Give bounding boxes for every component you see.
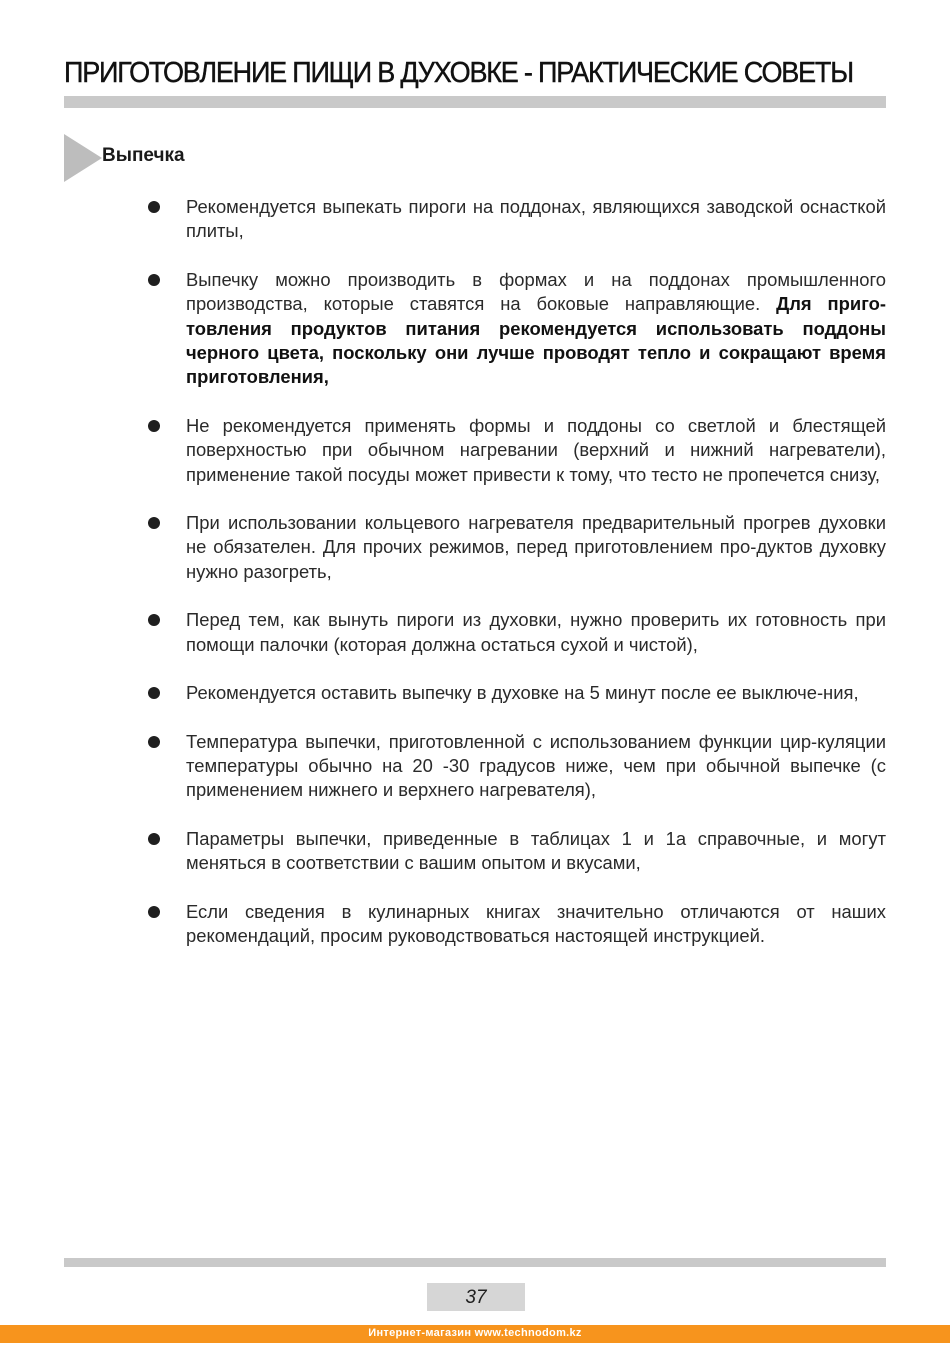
bullet-icon: [148, 833, 160, 845]
list-item-bold-text: Для приго-товления продуктов питания рекомендуется использовать поддоны черного цвета, поскольку они лучше проводят тепло и сокращают время приготовления,: [186, 293, 886, 388]
title-divider: [64, 96, 886, 108]
list-item: [148, 511, 886, 584]
list-item: [148, 195, 886, 244]
bullet-icon: [148, 420, 160, 432]
tips-list: [148, 195, 886, 948]
list-item-text: При использовании кольцевого нагревателя предварительный прогрев духовки не обязателен. Для прочих режимов, перед приготовлением про-дуктов духовку нужно разогреть,: [186, 512, 886, 582]
bullet-icon: [148, 274, 160, 286]
list-item-text: Если сведения в кулинарных книгах значительно отличаются от наших рекомендаций, просим руководствоваться настоящей инструкцией.: [186, 900, 886, 946]
page-number: 37: [465, 1287, 487, 1308]
list-item-text: Выпечку можно производить в формах и на поддонах промышленного производства, которые ставятся на боковые направляющие.: [186, 268, 886, 315]
store-footer-bar: [0, 1325, 950, 1343]
list-item: [148, 268, 886, 390]
footer-divider: [64, 1258, 886, 1267]
bullet-icon: [148, 906, 160, 918]
store-footer-text: Интернет-магазин www.technodom.kz: [368, 1327, 582, 1339]
list-item: [148, 827, 886, 876]
list-item-text: Рекомендуется выпекать пироги на поддонах, являющихся заводской оснасткой плиты,: [186, 196, 886, 242]
bullet-icon: [148, 517, 160, 529]
section-heading: Выпечка: [102, 145, 185, 166]
page-number-box: [427, 1283, 525, 1311]
list-item: [148, 414, 886, 487]
bullet-icon: [148, 614, 160, 626]
list-item-text: Температура выпечки, приготовленной с использованием функции цир-куляции температуры обычно на 20 -30 градусов ниже, чем при обычной выпечке (с применением нижнего и верхнего нагревателя),: [186, 730, 886, 801]
list-item-text: Рекомендуется оставить выпечку в духовке на 5 минут после ее выключе-ния,: [186, 682, 859, 704]
list-item: [148, 681, 886, 705]
bullet-icon: [148, 687, 160, 699]
list-item: [148, 900, 886, 949]
list-item-text: Параметры выпечки, приведенные в таблицах 1 и 1а справочные, и могут меняться в соответствии с вашим опытом и вкусами,: [186, 827, 886, 874]
bullet-icon: [148, 201, 160, 213]
list-item-text: Перед тем, как вынуть пироги из духовки, нужно проверить их готовность при помощи палочки (которая должна остаться сухой и чистой),: [186, 609, 886, 655]
list-item: [148, 730, 886, 803]
page-title: ПРИГОТОВЛЕНИЕ ПИЩИ В ДУХОВКЕ - ПРАКТИЧЕСКИЕ СОВЕТЫ: [64, 57, 853, 89]
section-arrow-icon: [64, 134, 102, 182]
list-item-text: Не рекомендуется применять формы и поддоны со светлой и блестящей поверхностью при обычном нагревании (верхний и нижний нагреватели), применение такой посуды может привести к тому, что тесто не пропечется снизу,: [186, 414, 886, 485]
bullet-icon: [148, 736, 160, 748]
list-item: [148, 608, 886, 657]
